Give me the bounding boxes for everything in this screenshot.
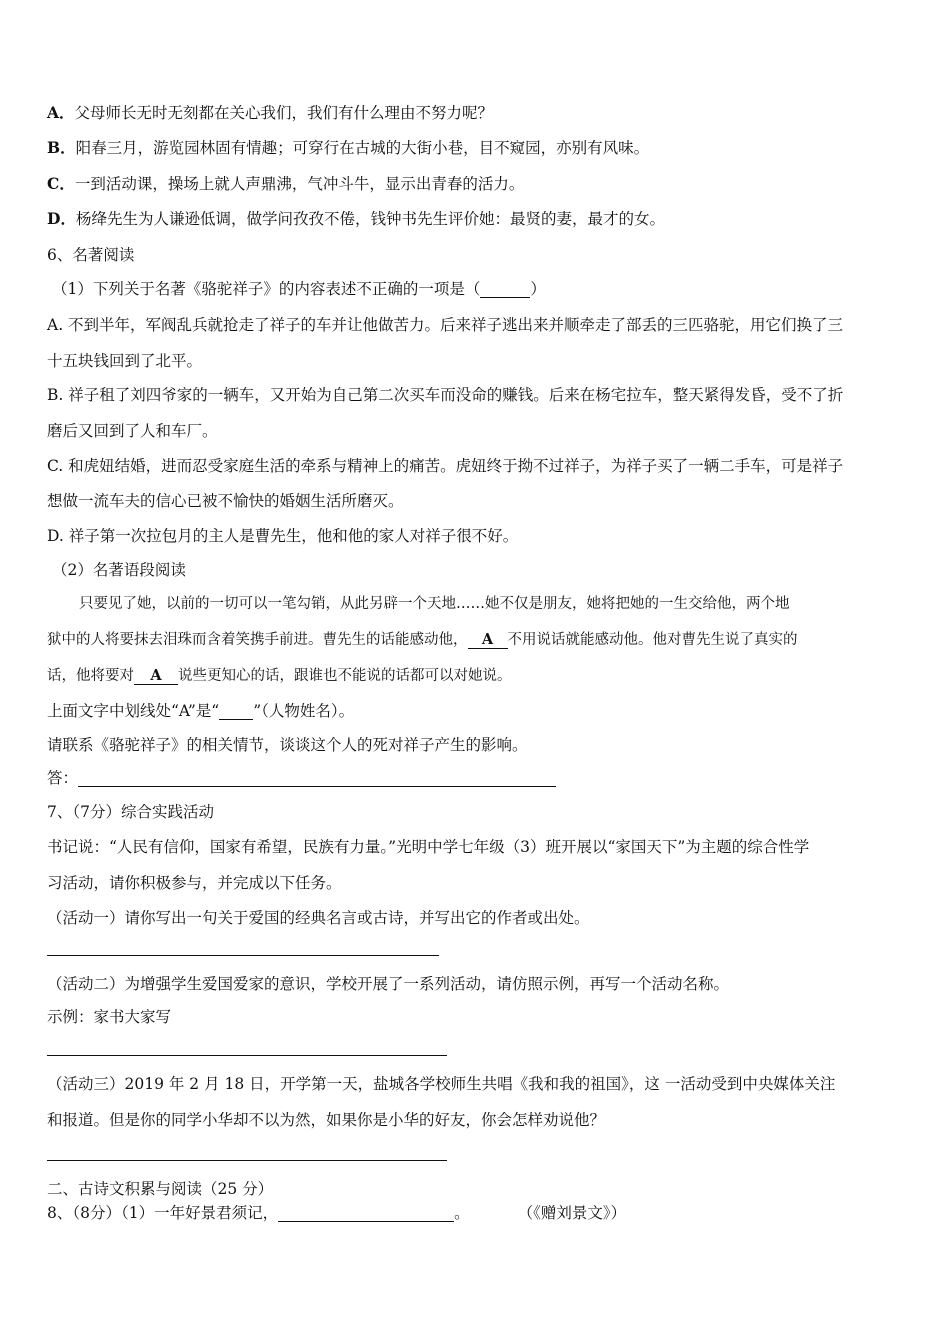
q8-prefix: 8、（8分）（1）一年好景君须记， [47, 1204, 279, 1222]
q7-example: 示例：家书大家写 [47, 1008, 172, 1026]
passage-line-2 [47, 630, 798, 650]
q6-answer-blank[interactable] [78, 770, 556, 787]
passage-blank-a-2: A [134, 668, 178, 685]
option-c-label: C． [47, 174, 75, 193]
section2-heading: 二、古诗文积累与阅读（25 分） [47, 1180, 274, 1198]
q6-option-d: D. 祥子第一次拉包月的主人是曹先生，他和他的家人对祥子很不好。 [47, 527, 519, 545]
option-a-label: A． [47, 103, 75, 122]
q8-period: 。 [454, 1204, 470, 1222]
q7-activity3-line2: 和报道。但是你的同学小华却不以为然，如果你是小华的好友，你会怎样劝说他？ [47, 1111, 606, 1129]
q7-heading: 7、（7分）综合实践活动 [47, 803, 214, 821]
option-a [47, 103, 493, 123]
q6-option-c-line2: 想做一流车夫的信心已被不愉快的婚姻生活所磨灭。 [47, 492, 404, 510]
option-d-text: 杨绛先生为人谦逊低调，做学问孜孜不倦，钱钟书先生评价她：最贤的妻，最才的女。 [75, 210, 665, 228]
q6-heading: 6、名著阅读 [47, 246, 135, 264]
q7-intro-line2: 习活动，请你积极参与，并完成以下任务。 [47, 874, 342, 892]
q6-part1-prefix: （1）下列关于名著《骆驼祥子》的内容表述不正确的一项是（ [52, 280, 481, 298]
q7-activity2-answer-line[interactable] [47, 1055, 447, 1056]
passage-line-3-a: 话，他将要对 [47, 668, 134, 684]
q6-part1 [52, 279, 546, 299]
option-c-text: 一到活动课，操场上就人声鼎沸，气冲斗牛，显示出青春的活力。 [74, 175, 525, 193]
q7-activity1-answer-line[interactable] [47, 955, 439, 956]
option-c [47, 174, 524, 194]
passage-line-3-b: 说些更知心的话，跟谁也不能说的话都可以对她说。 [178, 668, 512, 684]
q7-intro-line1: 书记说：“人民有信仰，国家有希望，民族有力量。”光明中学七年级（3）班开展以“家国天下”为主题的综合性学 [47, 838, 810, 856]
option-d-label: D． [47, 209, 76, 228]
q6-part1-answer-blank[interactable] [480, 281, 530, 298]
q6-option-a-line2: 十五块钱回到了北平。 [47, 352, 203, 370]
passage-blank-a: A [468, 632, 508, 649]
q6-option-b-line2: 磨后又回到了人和车厂。 [47, 422, 218, 440]
passage-line-2-a: 狱中的人将要抹去泪珠而含着笑携手前进。曹先生的话能感动他， [47, 632, 468, 648]
q6-question-a [47, 701, 354, 721]
option-b-text: 阳春三月，游览园林固有情趣；可穿行在古城的大街小巷，目不窥园，亦别有风味。 [75, 139, 650, 157]
passage-line-3 [47, 666, 512, 686]
option-b [47, 138, 649, 158]
q7-activity3-answer-line[interactable] [47, 1160, 447, 1161]
q6-part1-suffix: ） [530, 280, 546, 298]
q7-activity2: （活动二）为增强学生爱国爱家的意识，学校开展了一系列活动，请仿照示例，再写一个活动名称。 [47, 975, 730, 993]
q7-activity3-line1: （活动三）2019 年 2 月 18 日，开学第一天，盐城各学校师生共唱《我和我的祖国》，这 一活动受到中央媒体关注 [47, 1075, 836, 1093]
q6-part2-heading: （2）名著语段阅读 [52, 561, 186, 579]
passage-line-2-b: 不用说话就能感动他。他对曹先生说了真实的 [507, 632, 798, 648]
option-b-label: B． [47, 138, 76, 157]
passage-line-1: 只要见了她，以前的一切可以一笔勾销，从此另辟一个天地……她不仅是朋友，她将把她的一生交给他，两个地 [79, 596, 790, 612]
q6-question-b: 请联系《骆驼祥子》的相关情节，谈谈这个人的死对祥子产生的影响。 [47, 736, 528, 754]
q6-option-a-line1: A. 不到半年，军阀乱兵就抢走了祥子的车并让他做苦力。后来祥子逃出来并顺牵走了部丢的三匹骆驼，用它们换了三 [47, 316, 844, 334]
q6-question-a-suffix: ”（人物姓名）。 [253, 702, 355, 720]
q6-option-b-line1: B. 祥子租了刘四爷家的一辆车，又开始为自己第二次买车而没命的赚钱。后来在杨宅拉车，整天紧得发昏，受不了折 [47, 386, 844, 404]
q8-line [47, 1203, 626, 1223]
q6-option-c-line1: C. 和虎妞结婚，进而忍受家庭生活的牵系与精神上的痛苦。虎妞终于拗不过祥子，为祥子买了一辆二手车，可是祥子 [47, 457, 844, 475]
option-d [47, 209, 665, 229]
q6-answer [47, 768, 556, 788]
q6-answer-label: 答： [47, 769, 79, 787]
q6-question-a-prefix: 上面文字中划线处“A”是“ [47, 702, 220, 720]
option-a-text: 父母师长无时无刻都在关心我们，我们有什么理由不努力呢？ [74, 104, 494, 122]
q8-source: （《赠刘景文》） [517, 1204, 627, 1222]
q8-answer-blank[interactable] [278, 1205, 454, 1222]
q6-question-a-blank[interactable] [219, 703, 253, 720]
q7-activity1: （活动一）请你写出一句关于爱国的经典名言或古诗，并写出它的作者或出处。 [47, 909, 590, 927]
